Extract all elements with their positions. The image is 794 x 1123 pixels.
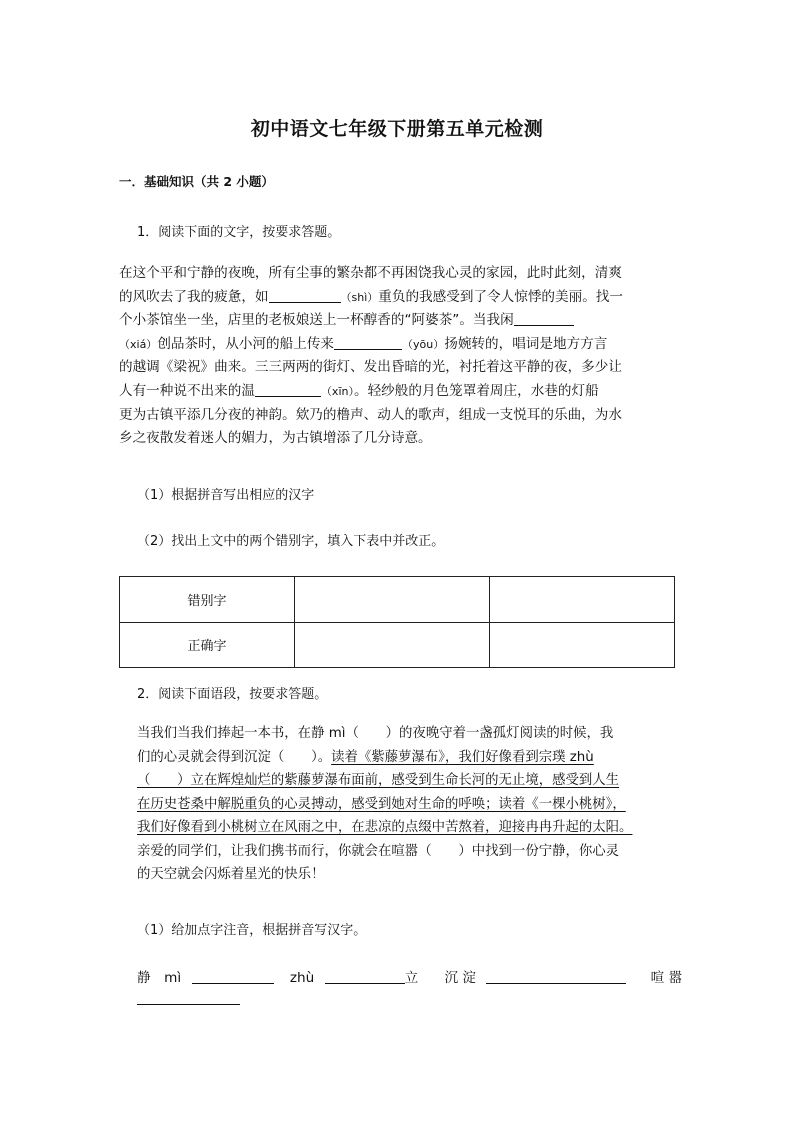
table-label-wrong: 错别字 xyxy=(120,577,295,623)
fill-label: 喧 嚣 xyxy=(650,970,683,986)
table-cell-answer[interactable] xyxy=(490,577,675,623)
table-cell-answer[interactable] xyxy=(490,622,675,668)
answer-blank[interactable] xyxy=(137,1004,240,1005)
underlined-line: 我们好像看到小桃树立在风雨之中，在悲凉的点缀中苦熬着，迎接冉冉升起的太阳。 xyxy=(137,820,633,835)
answer-blank[interactable] xyxy=(192,968,274,984)
passage-line: 亲爱的同学们，让我们携书而行，你就会在喧嚣（ ）中找到一份宁静，你心灵 xyxy=(137,843,620,859)
question-2-prompt: 2．阅读下面语段，按要求答题。 xyxy=(137,687,328,702)
fill-label: 沉 淀 xyxy=(444,970,477,986)
table-cell-answer[interactable] xyxy=(295,622,490,668)
question-1-passage xyxy=(119,262,675,451)
table-label-correct: 正确字 xyxy=(120,622,295,668)
passage-text: 个小茶馆坐一坐，店里的老板娘送上一杯醇香的“阿婆茶”。当我闲 xyxy=(119,312,514,329)
passage-text: 重负的我感受到了令人惊悸的美丽。找一 xyxy=(378,288,623,305)
passage-line xyxy=(119,309,675,333)
passage-text: 人有一种说不出来的温 xyxy=(119,382,255,399)
passage-line xyxy=(137,746,677,770)
pinyin-hint: （shì） xyxy=(340,290,379,304)
fill-label: zhù xyxy=(289,970,315,986)
underlined-line: 在历史苍桑中解脱重负的心灵搏动，感受到她对生命的呼唤；读着《一棵小桃树》， xyxy=(137,796,626,812)
question-2-passage xyxy=(137,722,677,887)
table-cell-answer[interactable] xyxy=(295,577,490,623)
passage-text: 创品茶时，从小河的船上传来 xyxy=(157,335,335,352)
passage-line: 乡之夜散发着迷人的媚力，为古镇增添了几分诗意。 xyxy=(119,430,432,447)
question-2-sub-1: （1）给加点字注音，根据拼音写汉字。 xyxy=(137,923,367,938)
passage-line: 在这个平和宁静的夜晚，所有尘事的繁杂都不再困饶我心灵的家园，此时此刻，清爽 xyxy=(119,265,622,281)
answer-table xyxy=(119,576,675,668)
pinyin-hint: （xīn） xyxy=(320,384,354,398)
question-1-sub-1: （1）根据拼音写出相应的汉字 xyxy=(137,488,315,503)
table-row xyxy=(120,577,675,623)
passage-line xyxy=(119,380,675,404)
passage-line: 的天空就会闪烁着星光的快乐！ xyxy=(137,867,325,882)
answer-blank[interactable] xyxy=(486,968,626,984)
question-1-sub-2: （2）找出上文中的两个错别字，填入下表中并改正。 xyxy=(137,534,445,549)
passage-text: 们的心灵就会得到沉淀（ ）。 xyxy=(137,749,332,765)
passage-text: 扬婉转的，唱词是地方方言 xyxy=(444,335,608,352)
answer-blank[interactable] xyxy=(269,287,341,303)
passage-line: 当我们当我们捧起一本书，在静 mì（ ）的夜晚守着一盏孤灯阅读的时候，我 xyxy=(137,726,614,741)
answer-blank[interactable] xyxy=(334,334,402,350)
passage-text: 。轻纱般的月色笼罩着周庄，水巷的灯船 xyxy=(353,382,599,399)
pinyin-hint: （yōu） xyxy=(402,337,445,351)
question-1-prompt: 1．阅读下面的文字，按要求答题。 xyxy=(137,225,341,240)
answer-blank[interactable] xyxy=(514,310,574,326)
table-row xyxy=(120,622,675,668)
page-title: 初中语文七年级下册第五单元检测 xyxy=(250,118,544,140)
answer-blank[interactable] xyxy=(325,968,405,984)
fill-label: 立 xyxy=(404,970,419,986)
passage-line xyxy=(119,286,675,310)
passage-line: 更为古镇平添几分夜的神韵。欸乃的橹声、动人的歌声，组成一支悦耳的乐曲，为水 xyxy=(119,406,622,423)
fill-in-row xyxy=(137,966,683,986)
section-heading: 一．基础知识（共 2 小题） xyxy=(119,174,274,189)
passage-line xyxy=(119,333,675,357)
passage-text: 的风吹去了我的疲惫，如 xyxy=(119,288,269,305)
passage-line: 的越调《梁祝》曲来。三三两两的街灯、发出昏暗的光，衬托着这平静的夜，多少让 xyxy=(119,359,622,376)
underlined-text: 读着《紫藤萝瀑布》，我们好像看到宗璞 zhù xyxy=(331,749,594,765)
fill-label: 静 mì xyxy=(137,970,182,986)
answer-blank[interactable] xyxy=(255,381,321,397)
underlined-line: （ ）立在辉煌灿烂的紫藤萝瀑布面前，感受到生命长河的无止境，感受到人生 xyxy=(137,773,620,788)
pinyin-hint: （xiá） xyxy=(119,337,158,351)
